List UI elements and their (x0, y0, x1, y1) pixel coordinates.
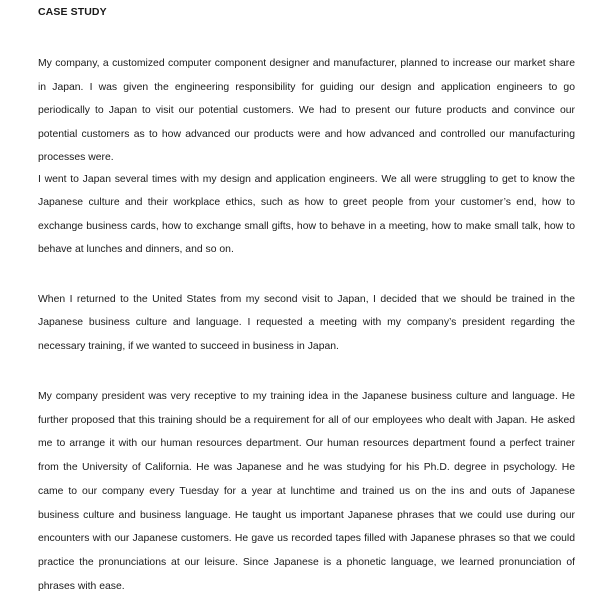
document-heading: CASE STUDY (38, 6, 107, 18)
paragraph-3: When I returned to the United States from my second visit to Japan, I decided that we should be trained in the Japanese business culture and language. I requested a meeting with my company’s president regarding the necessary training, if we wanted to succeed in business in Japan. (38, 294, 575, 352)
paragraph-1: My company, a customized computer component designer and manufacturer, planned to increase our market share in Japan. I was given the engineering responsibility for guiding our design and application engineers to go periodically to Japan to visit our potential customers. We had to present our future products and convince our potential customers as to how advanced our products were and how advanced and controlled our manufacturing processes were. (38, 58, 575, 164)
paragraph-4: My company president was very receptive to my training idea in the Japanese business culture and language. He further proposed that this training should be a requirement for all of our employees who dealt with Japan. He asked me to arrange it with our human resources department. Our human resources department found a perfect trainer from the University of California. He was Japanese and he was studying for his Ph.D. degree in psychology. He came to our company every Tuesday for a year at lunchtime and trained us on the ins and outs of Japanese business culture and business language. He taught us important Japanese phrases that we could use during our encounters with our Japanese customers. He gave us recorded tapes filled with Japanese phrases so that we could practice the pronunciations at our leisure. Since Japanese is a phonetic language, we learned pronunciation of phrases with ease. (38, 391, 575, 592)
paragraph-2: I went to Japan several times with my design and application engineers. We all were struggling to get to know the Japanese culture and their workplace ethics, such as how to greet people from your customer’s end, how to exchange business cards, how to exchange small gifts, how to behave in a meeting, how to make small talk, how to behave at lunches and dinners, and so on. (38, 174, 575, 256)
